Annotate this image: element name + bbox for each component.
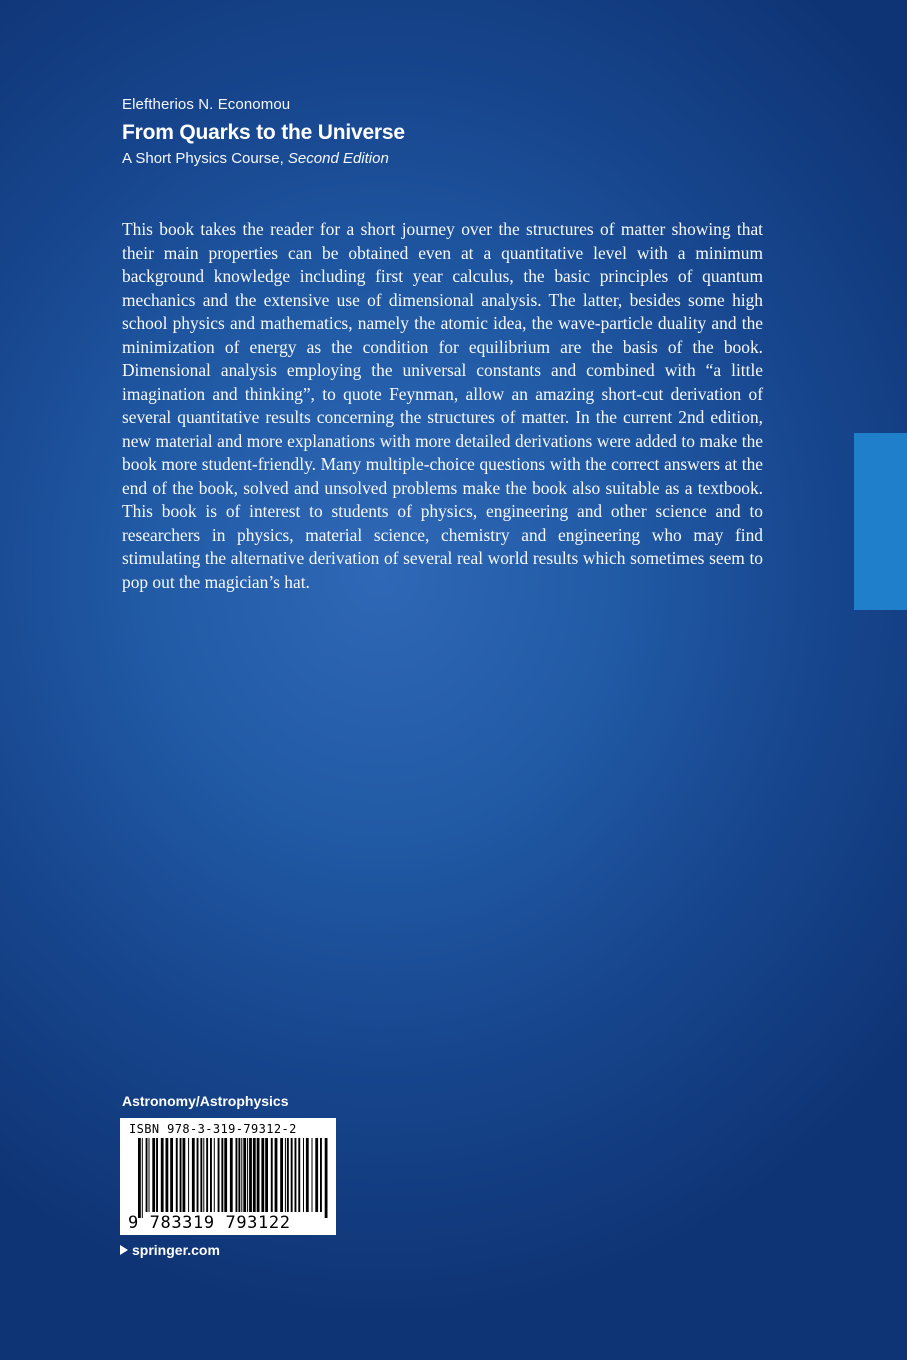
- book-header: [122, 95, 822, 170]
- barcode-bar: [146, 1138, 148, 1212]
- website-text: springer.com: [132, 1242, 220, 1258]
- barcode-bar: [306, 1138, 309, 1212]
- barcode-bar: [156, 1138, 158, 1212]
- subject-category: Astronomy/Astrophysics: [122, 1093, 289, 1109]
- barcode-bar: [183, 1138, 186, 1212]
- barcode-bar: [206, 1138, 208, 1212]
- barcode-bar: [253, 1138, 256, 1212]
- edition-text: Second Edition: [287, 150, 389, 167]
- barcode-bar: [210, 1138, 212, 1212]
- barcode-bar: [303, 1138, 304, 1212]
- barcode-bar: [275, 1138, 278, 1212]
- barcode-bar: [236, 1138, 238, 1212]
- barcode-bar: [170, 1138, 173, 1212]
- barcode-bar: [325, 1138, 328, 1218]
- barcode-bar: [315, 1138, 318, 1212]
- barcode-bar: [285, 1138, 286, 1212]
- barcode-bar: [221, 1138, 223, 1212]
- barcode-bar: [176, 1138, 178, 1212]
- barcode-bar: [180, 1138, 182, 1212]
- barcode-bar: [161, 1138, 164, 1212]
- barcode-bar: [298, 1138, 300, 1212]
- barcode-bar: [287, 1138, 289, 1212]
- isbn-barcode: [120, 1118, 336, 1235]
- barcode-bar: [247, 1138, 248, 1212]
- barcode-bar: [265, 1138, 268, 1212]
- book-subtitle: [122, 148, 822, 170]
- barcode-bar: [271, 1138, 273, 1212]
- barcode-bar: [152, 1138, 155, 1212]
- barcode-bar: [188, 1138, 189, 1212]
- barcode-bar: [166, 1138, 169, 1212]
- barcode-bar: [249, 1138, 252, 1212]
- side-color-tab: [854, 433, 907, 610]
- barcode-bar: [214, 1138, 215, 1212]
- triangle-right-icon: [120, 1245, 128, 1255]
- barcode-bar: [200, 1138, 202, 1212]
- barcode-bar: [295, 1138, 297, 1212]
- barcode-bar: [320, 1138, 322, 1212]
- ean-digits: 9 783319 793122: [128, 1213, 291, 1233]
- barcode-bar: [238, 1138, 240, 1212]
- author-name: Eleftherios N. Economou: [122, 96, 291, 113]
- barcode-bar: [218, 1138, 220, 1212]
- barcode-bar: [149, 1138, 150, 1212]
- barcode-bar: [224, 1138, 227, 1212]
- book-description: This book takes the reader for a short journey over the structures of matter showing that their main properties can be obtained even at a quantitative level with a minimum background knowledge including first year calculus, the basic principles of quantum mechanics and the extensive use of dimensional analysis. The latter, besides some high school physics and mathematics, namely the atomic idea, the wave-particle duality and the minimization of energy as the condition for equilibrium are the basis of the book. Dimensional analysis employing the universal constants and combined with “a little imagination and thinking”, to quote Feynman, allow an amazing short-cut derivation of several quantitative results concerning the structures of matter. In the current 2nd edition, new material and more explanations with more detailed derivations were added to make the book more student-friendly. Many multiple-choice questions with the correct answers at the end of the book, solved and unsolved problems make the book also suitable as a textbook. This book is of interest to students of physics, engineering and other science and to researchers in physics, material science, chemistry and engineering who may find stimulating the alternative derivation of several real world results which sometimes seem to pop out the magician’s hat.: [122, 219, 763, 592]
- barcode-bar: [203, 1138, 204, 1212]
- barcode-bar: [280, 1138, 283, 1212]
- barcode-bar: [243, 1138, 246, 1212]
- barcode-bar: [261, 1138, 264, 1212]
- barcode-bar: [192, 1138, 195, 1212]
- barcode-bar: [230, 1138, 233, 1212]
- barcode-bar: [257, 1138, 260, 1212]
- barcode-bar: [312, 1138, 313, 1212]
- barcode-bar: [197, 1138, 199, 1212]
- book-title: From Quarks to the Universe: [122, 121, 405, 144]
- barcode-bar: [138, 1138, 141, 1218]
- barcode-bar: [291, 1138, 293, 1212]
- isbn-label: ISBN 978-3-319-79312-2: [129, 1122, 297, 1136]
- publisher-website[interactable]: [120, 1240, 220, 1260]
- subtitle-text: A Short Physics Course,: [122, 150, 284, 167]
- barcode-bar: [241, 1138, 242, 1212]
- barcode-bar: [142, 1138, 143, 1218]
